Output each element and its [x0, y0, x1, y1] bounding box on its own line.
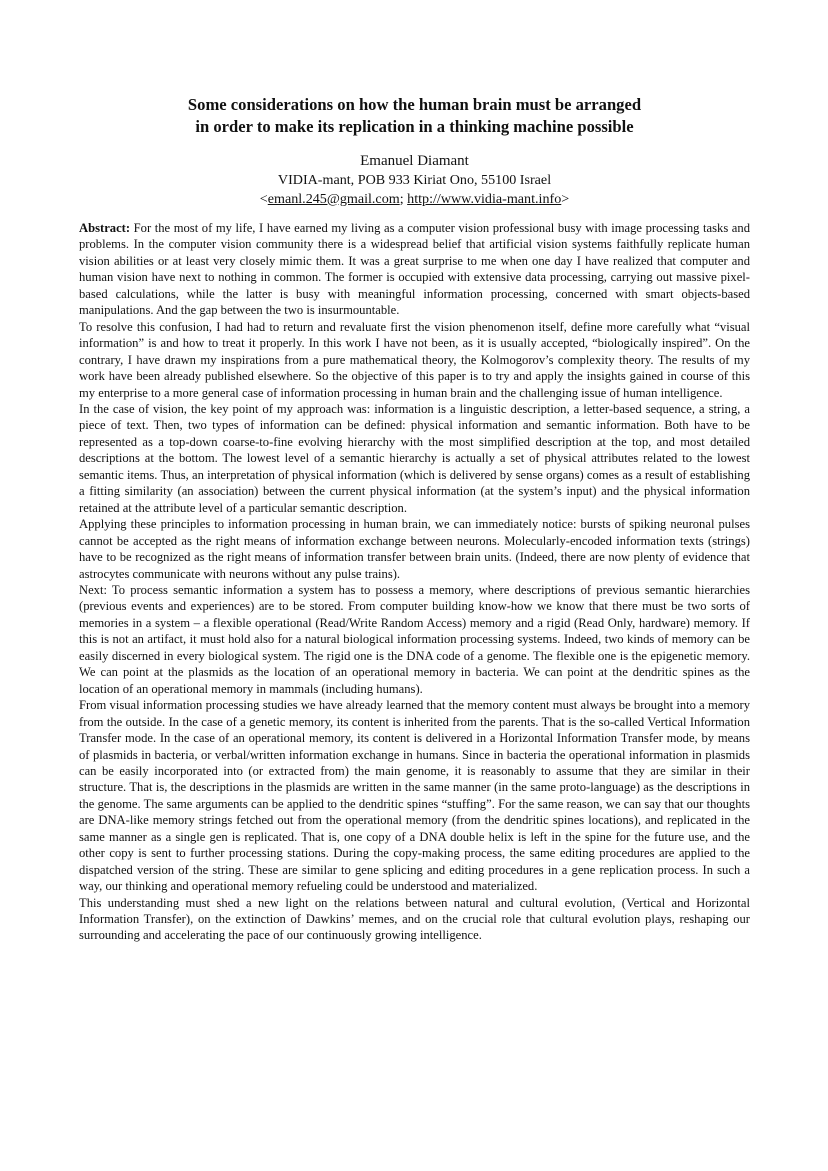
contact-close-bracket: >: [561, 190, 570, 207]
abstract-body: [79, 220, 750, 944]
title-line-1: Some considerations on how the human brain must be arranged: [187, 95, 642, 114]
author-contact: [79, 190, 750, 209]
author-name: Emanuel Diamant: [360, 153, 469, 169]
email-link[interactable]: emanl.245@gmail.com: [267, 190, 400, 207]
contact-open-bracket: <: [259, 190, 268, 207]
contact-separator: ;: [399, 190, 408, 207]
title-line-2: in order to make its replication in a thinking machine possible: [195, 117, 634, 136]
abstract-paragraph-1: [79, 220, 750, 319]
author-block: [79, 151, 750, 208]
website-link[interactable]: http://www.vidia-mant.info: [407, 190, 562, 207]
paper-title: [79, 94, 750, 138]
abstract-paragraph-3: In the case of vision, the key point of my approach was: information is a linguistic description, a letter-based sequence, a string, a piece of text. Then, two types of information can be defined: physical information and semantic information. Both have to be represented as a top-down coarse-to-fine evolving hierarchy with the most simplified description at the top, and most detailed descriptions at the bottom. The lowest level of a semantic hierarchy is actually a set of physical attributes related to the lowest semantic items. Thus, an interpretation of physical information (which is delivered by sense organs) comes as a result of establishing a fitting similarity (an association) between the current physical information (at the system’s input) and the physical information retained at the attribute level of a particular semantic description.: [79, 401, 750, 515]
abstract-paragraph-6: From visual information processing studies we have already learned that the memory content must always be brought into a memory from the outside. In the case of a genetic memory, its content is inherited from the parents. That is the so-called Vertical Information Transfer mode. In the case of an operational memory, its content is delivered in a Horizontal Information Transfer mode, by means of plasmids in bacteria, or verbal/written information exchange in humans. Since in bacteria the operational information in plasmids can be easily incorporated into (or extracted from) the main genome, it is reasonably to assume that they are similar in their structure. That is, the descriptions in the plasmids are written in the same manner (in the same proto-language) as the descriptions in the genome. The same arguments can be applied to the dendritic spines “stuffing”. For the same reason, we can say that our thoughts are DNA-like memory strings fetched out from the operational memory (from the dendritic spines locations), and replicated in the same manner as a single gen is replicated. That is, one copy of a DNA double helix is left in the spine for the future use, and the other copy is sent to further processing stations. During the copy-making process, the same editing procedures are applied to the dispatched version of the string. These are similar to gene splicing and editing procedures in a gene replication process. In such a way, our thinking and operational memory refueling could be understood and materialized.: [79, 698, 750, 894]
abstract-paragraph-5: Next: To process semantic information a system has to possess a memory, where descriptions of previous semantic hierarchies (previous events and experiences) are to be stored. From computer building know-how we know that there must be two sorts of memories in a system – a flexible operational (Read/Write Random Access) memory and a rigid (Read Only, hardware) memory. If this is not an artifact, it must hold also for a natural biological information processing systems. Indeed, two kinds of memory can be easily discerned in every biological system. The rigid one is the DNA code of a genome. The flexible one is the epigenetic memory. We can point at the plasmids as the location of an operational memory in bacteria. We can point at the dendritic spines as the location of an operational memory in mammals (including humans).: [79, 582, 750, 696]
abstract-label: Abstract:: [79, 221, 131, 235]
abstract-paragraph-4: Applying these principles to information processing in human brain, we can immediately notice: bursts of spiking neuronal pulses cannot be accepted as the right means of information exchange between neurons. Molecularly-encoded information texts (strings) have to be recognized as the right means of information transfer between brain units. (Indeed, there are now plenty of evidence that astrocytes communicate with neurons without any pulse trains).: [79, 517, 750, 581]
abstract-paragraph-2: To resolve this confusion, I had had to return and revaluate first the vision phenomenon itself, define more carefully what “visual information” is and how to treat it properly. In this work I have not been, as it is usually accepted, “biologically inspired”. On the contrary, I have drawn my inspirations from a pure mathematical theory, the Kolmogorov’s complexity theory. The results of my work have been already published elsewhere. So the objective of this paper is to try and apply the insights gained in course of this my enterprise to a more general case of information processing in human brain and the challenging issue of human intelligence.: [79, 319, 750, 400]
paragraph-text: For the most of my life, I have earned my living as a computer vision professional busy with image processing tasks and problems. In the computer vision community there is a widespread belief that artificial vision systems faithfully replicate human vision abilities or at least very closely mimic them. It was a great surprise to me when one day I have realized that computer and human vision have next to nothing in common. The former is occupied with extensive data processing, carrying out massive pixel-based calculations, while the latter is busy with meaningful information processing, concerned with smart objects-based manipulations. And the gap between the two is insurmountable.: [79, 221, 750, 318]
author-affiliation: VIDIA-mant, POB 933 Kiriat Ono, 55100 Israel: [277, 172, 552, 188]
abstract-paragraph-7: This understanding must shed a new light on the relations between natural and cultural evolution, (Vertical and Horizontal Information Transfer), on the extinction of Dawkins’ memes, and on the crucial role that cultural evolution plays, reshaping our surrounding and accelerating the pace of our continuously growing intelligence.: [79, 895, 750, 943]
